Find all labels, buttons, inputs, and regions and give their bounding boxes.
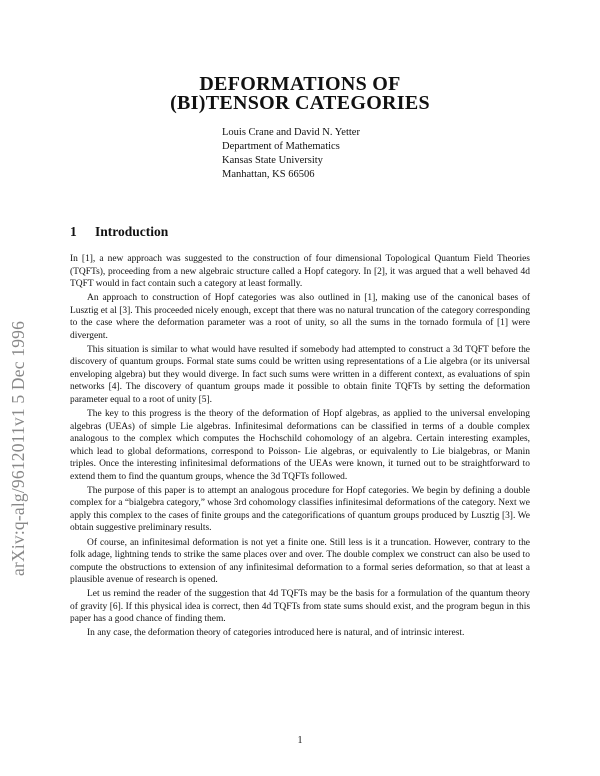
section-heading: [70, 224, 168, 240]
page-number: 1: [297, 735, 303, 746]
paragraph: This situation is similar to what would have resulted if somebody had attempted to construct a 3d TQFT before the discovery of quantum groups. Formal state sums could be written using representations of a Lie algebra (or its universal enveloping algebra) but they would diverge. In fact such sums were written in a different context, as evaluations of spin networks [4]. The discovery of quantum groups made it possible to obtain finite TQFTs by setting the deformation parameter equal to a root of unity [5].: [70, 344, 530, 406]
body-text: [70, 253, 530, 641]
title-line-1: DEFORMATIONS OF: [199, 73, 401, 95]
author-university: Kansas State University: [222, 155, 323, 166]
section-number: 1: [70, 224, 77, 239]
arxiv-stamp: [8, 212, 28, 576]
title-line-2: (BI)TENSOR CATEGORIES: [170, 92, 430, 114]
author-department: Department of Mathematics: [222, 141, 340, 152]
author-names: Louis Crane and David N. Yetter: [222, 127, 360, 138]
paper-title: [70, 75, 530, 113]
paragraph: In any case, the deformation theory of categories introduced here is natural, and of intrinsic interest.: [87, 628, 465, 639]
paragraph: Of course, an infinitesimal deformation is not yet a finite one. Still less is it a truncation. However, contrary to the folk adage, lightning tends to strike the same places over and over. The double complex we construct can also be used to compute the obstructions to extension of any infinitesimal deformation to a formal series deformation, so that at least a plausible avenue of research is opened.: [70, 537, 530, 586]
author-address: Manhattan, KS 66506: [222, 169, 315, 180]
paragraph: In [1], a new approach was suggested to the construction of four dimensional Topological Quantum Field Theories (TQFTs), proceeding from a new algebraic structure called a Hopf category. In [2], it was argued that a well behaved 4d TQFT would in fact contain such a category at least formally.: [70, 254, 530, 290]
paragraph: An approach to construction of Hopf categories was also outlined in [1], making use of the canonical bases of Lusztig et al [3]. This proceeded nicely enough, except that there was no natural truncation of the category corresponding to the case where the deformation parameter was a root of unity, so all the sums in the tornado formula of [1] were divergent.: [70, 293, 530, 341]
paragraph: The purpose of this paper is to attempt an analogous procedure for Hopf categories. We begin by defining a double complex for a “bialgebra category,” whose 3rd cohomology classifies infinitesimal deformations of the category. Next we apply this complex to the cases of finite groups and the categorifications of quantum groups produced by Lusztig [3]. We obtain suggestive preliminary results.: [70, 485, 530, 534]
arxiv-identifier: arXiv:q-alg/9612011v1 5 Dec 1996: [8, 320, 28, 576]
author-block: [222, 126, 360, 182]
section-title: Introduction: [95, 224, 169, 239]
paragraph: Let us remind the reader of the suggestion that 4d TQFTs may be the basis for a formulation of the quantum theory of gravity [6]. If this physical idea is correct, then 4d TQFTs from state sums should exist, and the program begun in this paper has a good chance of finding them.: [70, 589, 530, 625]
paragraph: The key to this progress is the theory of the deformation of Hopf algebras, as applied to the universal enveloping algebras (UEAs) of simple Lie algebras. Infinitesimal deformations can be classified in terms of a double complex analogous to the complex which computes the Hochschild cohomology of an algebra. Certain interesting examples, which lead to global deformations, correspond to Poisson- Lie algebras, or equivalently to Lie bialgebras, or Manin triples. Once the interesting infinitesimal deformations of the UEAs were known, it turned out to be straightforward to extend them to find the quantum groups, whence the 3d TQFTs followed.: [70, 409, 530, 482]
